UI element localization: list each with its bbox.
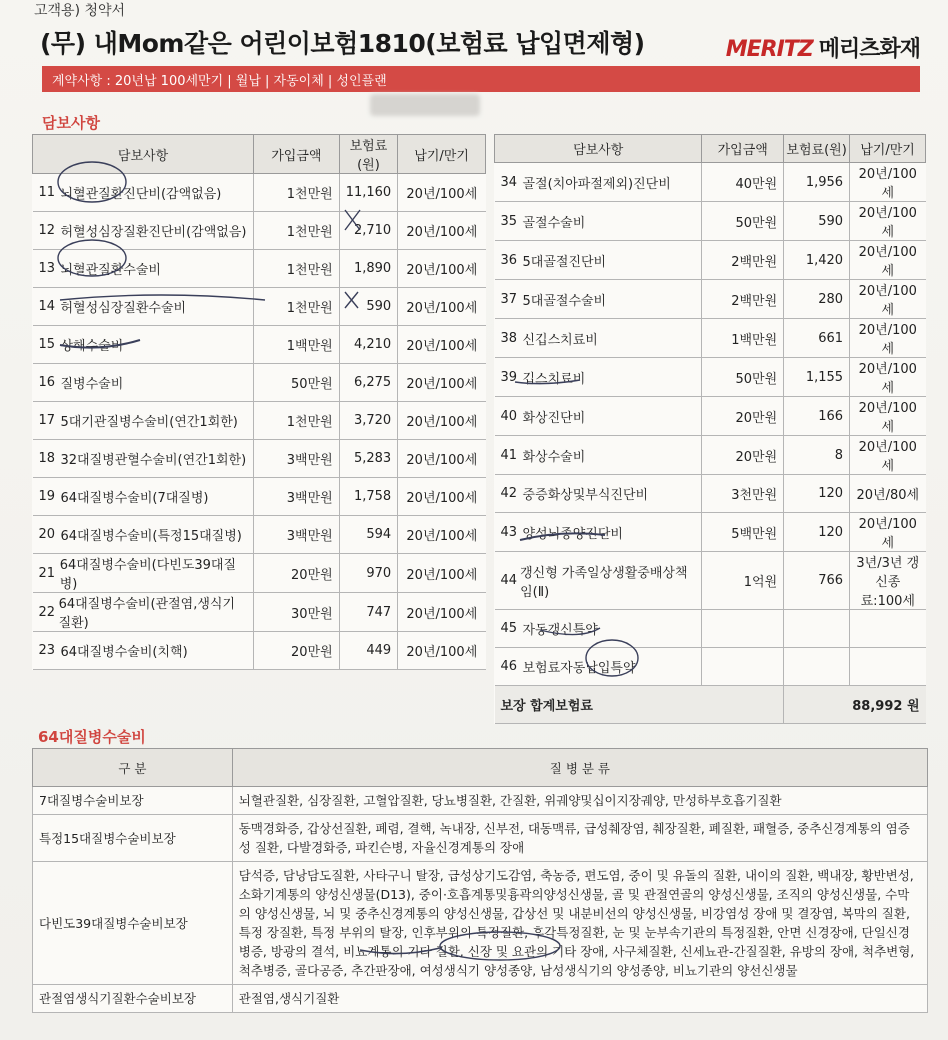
disease-row — [33, 815, 928, 862]
disease-classification: 동맥경화증, 갑상선질환, 폐렴, 결핵, 녹내장, 신부전, 대동맥류, 급성췌장염, 췌장질환, 폐질환, 패혈증, 중추신경계통의 염증성 질환, 다발경화증, 파킨슨병, 자율신경계통의 장애 — [232, 815, 927, 862]
redacted-area — [370, 94, 480, 116]
col-header-amount: 가입금액 — [254, 135, 340, 174]
coverage-name: 허혈성심장질환진단비(감액없음) — [60, 225, 247, 240]
coverage-amount: 40만원 — [702, 163, 784, 202]
coverage-premium: 1,420 — [784, 241, 850, 280]
coverage-name: 뇌혈관질환수술비 — [60, 263, 161, 278]
coverage-premium: 1,155 — [784, 358, 850, 397]
coverage-name-cell — [495, 280, 702, 319]
coverage-premium: 747 — [339, 593, 398, 632]
coverage-number: 38 — [500, 330, 518, 346]
coverage-amount — [702, 648, 784, 686]
coverage-name-cell — [495, 358, 702, 397]
coverage-term: 20년/100세 — [850, 163, 926, 202]
disease-classification: 뇌혈관질환, 심장질환, 고혈압질환, 당뇨병질환, 간질환, 위궤양및십이지장궤양, 만성하부호흡기질환 — [232, 787, 927, 815]
coverage-term: 20년/100세 — [850, 436, 926, 475]
col-header-premium: 보험료(원) — [339, 135, 398, 174]
coverage-name-cell — [33, 440, 254, 478]
coverage-row — [495, 513, 926, 552]
coverage-name-cell — [33, 326, 254, 364]
coverage-term — [850, 648, 926, 686]
coverage-number: 45 — [500, 621, 518, 636]
coverage-name: 화상수술비 — [522, 449, 586, 465]
coverage-amount: 3백만원 — [254, 516, 340, 554]
coverage-term: 20년/100세 — [398, 288, 486, 326]
coverage-premium: 590 — [784, 202, 850, 241]
coverage-name-cell — [33, 554, 254, 593]
coverage-term: 20년/100세 — [398, 174, 486, 212]
coverage-name-cell — [495, 475, 702, 513]
coverage-row — [495, 241, 926, 280]
logo-name: 메리츠화재 — [818, 37, 920, 62]
coverage-name: 신깁스치료비 — [522, 332, 598, 348]
coverage-number: 41 — [500, 447, 518, 463]
coverage-term: 20년/80세 — [850, 475, 926, 513]
coverage-amount: 20만원 — [254, 554, 340, 593]
coverage-amount — [702, 610, 784, 648]
coverage-header-row — [495, 135, 926, 163]
coverage-premium: 1,758 — [339, 478, 398, 516]
coverage-number: 16 — [38, 375, 56, 390]
coverage-name-cell — [33, 364, 254, 402]
coverage-term: 20년/100세 — [398, 554, 486, 593]
coverage-name: 64대질병수술비(특정15대질병) — [60, 529, 242, 544]
coverage-row — [33, 364, 486, 402]
coverage-number: 17 — [38, 413, 56, 428]
coverage-table-left — [32, 134, 486, 670]
coverage-name: 64대질병수술비(관절염,생식기질환) — [58, 597, 236, 631]
coverage-premium: 1,956 — [784, 163, 850, 202]
coverage-term: 3년/3년 갱신종료:100세 — [850, 552, 926, 610]
coverage-number: 36 — [500, 252, 518, 268]
coverage-name: 화상진단비 — [522, 410, 586, 426]
coverage-amount: 1백만원 — [702, 319, 784, 358]
coverage-number: 42 — [500, 486, 518, 501]
coverage-name: 5대기관질병수술비(연간1회한) — [60, 415, 238, 430]
coverage-amount: 1백만원 — [254, 326, 340, 364]
col-header-coverage: 담보사항 — [495, 135, 702, 163]
coverage-number: 23 — [38, 643, 56, 658]
coverage-number: 20 — [38, 527, 56, 542]
coverage-row — [33, 440, 486, 478]
disease-row — [33, 787, 928, 815]
coverage-row — [33, 250, 486, 288]
col-header-amount: 가입금액 — [702, 135, 784, 163]
coverage-term: 20년/100세 — [398, 516, 486, 554]
coverage-row — [33, 174, 486, 212]
coverage-name-cell — [495, 552, 702, 610]
coverage-number: 44 — [500, 573, 518, 588]
coverage-name-cell — [495, 513, 702, 552]
coverage-premium: 120 — [784, 513, 850, 552]
coverage-amount: 1천만원 — [254, 288, 340, 326]
company-logo — [726, 32, 920, 63]
product-title: (무) 내Mom같은 어린이보험1810(보험료 납입면제형) — [40, 29, 645, 58]
coverage-number: 12 — [38, 223, 56, 238]
disease-classification: 관절염,생식기질환 — [232, 985, 927, 1013]
disease-category: 특정15대질병수술비보장 — [33, 815, 233, 862]
coverage-amount: 50만원 — [702, 358, 784, 397]
coverage-amount: 2백만원 — [702, 241, 784, 280]
coverage-name: 보험료자동납입특약 — [522, 661, 636, 676]
coverage-amount: 3천만원 — [702, 475, 784, 513]
coverage-amount: 1천만원 — [254, 402, 340, 440]
coverage-premium: 6,275 — [339, 364, 398, 402]
coverage-row — [495, 610, 926, 648]
coverage-premium: 8 — [784, 436, 850, 475]
coverage-amount: 1천만원 — [254, 174, 340, 212]
coverage-number: 40 — [500, 408, 518, 424]
coverage-row — [33, 593, 486, 632]
coverage-premium: 2,710 — [339, 212, 398, 250]
coverage-term: 20년/100세 — [398, 326, 486, 364]
coverage-premium: 120 — [784, 475, 850, 513]
coverage-number: 35 — [500, 213, 518, 229]
coverage-term: 20년/100세 — [850, 202, 926, 241]
coverage-name: 5대골절수술비 — [522, 293, 607, 309]
coverage-premium: 594 — [339, 516, 398, 554]
disease-row — [33, 985, 928, 1013]
coverage-name-cell — [495, 202, 702, 241]
coverage-name-cell — [33, 478, 254, 516]
coverage-premium: 11,160 — [339, 174, 398, 212]
coverage-term: 20년/100세 — [398, 593, 486, 632]
logo-mark: MERITZ — [725, 37, 813, 62]
coverage-name-cell — [33, 212, 254, 250]
col-header-coverage: 담보사항 — [33, 135, 254, 174]
coverage-row — [495, 397, 926, 436]
coverage-premium: 5,283 — [339, 440, 398, 478]
coverage-amount: 50만원 — [702, 202, 784, 241]
doc-type-label: 고객용) 청약서 — [34, 3, 126, 19]
coverage-premium: 970 — [339, 554, 398, 593]
coverage-row — [495, 552, 926, 610]
coverage-name-cell — [33, 632, 254, 670]
disease-row — [33, 862, 928, 985]
coverage-amount: 3백만원 — [254, 440, 340, 478]
coverage-row — [495, 163, 926, 202]
coverage-amount: 1억원 — [702, 552, 784, 610]
col-header-classification: 질 병 분 류 — [232, 749, 927, 787]
coverage-number: 14 — [38, 299, 56, 314]
col-header-term: 납기/만기 — [850, 135, 926, 163]
coverage-row — [33, 288, 486, 326]
coverage-number: 18 — [38, 451, 56, 466]
coverage-term: 20년/100세 — [398, 440, 486, 478]
coverage-row — [495, 280, 926, 319]
coverage-name: 뇌혈관질환진단비(감액없음) — [60, 187, 222, 202]
coverage-header-row — [33, 135, 486, 174]
coverage-row — [33, 326, 486, 364]
coverage-term — [850, 610, 926, 648]
coverage-amount: 20만원 — [254, 632, 340, 670]
coverage-name: 질병수술비 — [60, 377, 124, 392]
coverage-row — [33, 402, 486, 440]
coverage-number: 34 — [500, 174, 518, 190]
coverage-name-cell — [33, 250, 254, 288]
coverage-number: 46 — [500, 659, 518, 674]
coverage-row — [495, 358, 926, 397]
coverage-row — [33, 212, 486, 250]
coverage-term: 20년/100세 — [850, 241, 926, 280]
coverage-premium: 166 — [784, 397, 850, 436]
disease-classification-table — [32, 748, 928, 1013]
coverage-row — [33, 554, 486, 593]
coverage-name: 상해수술비 — [60, 339, 124, 354]
coverage-row — [495, 648, 926, 686]
coverage-premium — [784, 648, 850, 686]
coverage-name: 32대질병관혈수술비(연간1회한) — [60, 453, 247, 468]
coverage-term: 20년/100세 — [850, 280, 926, 319]
disease-category: 관절염생식기질환수술비보장 — [33, 985, 233, 1013]
coverage-name: 64대질병수술비(치핵) — [60, 645, 188, 660]
coverage-name-cell — [33, 288, 254, 326]
coverage-row — [33, 478, 486, 516]
coverage-name-cell — [495, 397, 702, 436]
coverage-amount: 30만원 — [254, 593, 340, 632]
coverage-name: 갱신형 가족일상생활중배상책임(Ⅱ) — [520, 565, 688, 600]
coverage-number: 37 — [500, 291, 518, 307]
coverage-number: 21 — [38, 565, 56, 581]
coverage-name: 허혈성심장질환수술비 — [60, 301, 187, 316]
coverage-premium: 661 — [784, 319, 850, 358]
coverage-term: 20년/100세 — [398, 632, 486, 670]
coverage-premium — [784, 610, 850, 648]
coverage-name-cell — [495, 648, 702, 686]
coverage-name-cell — [33, 516, 254, 554]
total-premium-value: 88,992 원 — [784, 686, 926, 724]
coverage-premium: 4,210 — [339, 326, 398, 364]
coverage-term: 20년/100세 — [398, 364, 486, 402]
coverage-premium: 449 — [339, 632, 398, 670]
coverage-name: 중증화상및부식진단비 — [522, 488, 649, 503]
disease-header-row — [33, 749, 928, 787]
coverage-amount: 2백만원 — [702, 280, 784, 319]
coverage-name-cell — [33, 174, 254, 212]
coverage-row — [495, 475, 926, 513]
coverage-row — [33, 632, 486, 670]
coverage-section-title: 담보사항 — [42, 114, 100, 132]
coverage-premium: 766 — [784, 552, 850, 610]
coverage-term: 20년/100세 — [850, 397, 926, 436]
coverage-name: 깁스치료비 — [522, 371, 586, 387]
coverage-table-right — [494, 134, 926, 724]
coverage-term: 20년/100세 — [850, 319, 926, 358]
coverage-name-cell — [33, 402, 254, 440]
coverage-name: 골절수술비 — [522, 215, 586, 231]
coverage-row — [495, 202, 926, 241]
coverage-row — [33, 516, 486, 554]
coverage-name: 자동갱신특약 — [522, 623, 598, 638]
coverage-number: 15 — [38, 337, 56, 352]
coverage-name-cell — [495, 610, 702, 648]
coverage-name-cell — [495, 241, 702, 280]
coverage-row — [495, 436, 926, 475]
coverage-name-cell — [33, 593, 254, 632]
coverage-number: 22 — [38, 604, 56, 620]
coverage-amount: 1천만원 — [254, 250, 340, 288]
coverage-name: 64대질병수술비(7대질병) — [60, 491, 209, 506]
coverage-amount: 1천만원 — [254, 212, 340, 250]
coverage-premium: 3,720 — [339, 402, 398, 440]
col-header-category: 구 분 — [33, 749, 233, 787]
coverage-number: 39 — [500, 369, 518, 385]
coverage-premium: 1,890 — [339, 250, 398, 288]
coverage-term: 20년/100세 — [398, 250, 486, 288]
total-premium-row — [495, 686, 926, 724]
coverage-term: 20년/100세 — [850, 358, 926, 397]
coverage-amount: 20만원 — [702, 436, 784, 475]
disease-category: 7대질병수술비보장 — [33, 787, 233, 815]
coverage-term: 20년/100세 — [398, 402, 486, 440]
coverage-premium: 280 — [784, 280, 850, 319]
coverage-name-cell — [495, 436, 702, 475]
coverage-amount: 3백만원 — [254, 478, 340, 516]
coverage-name: 5대골절진단비 — [522, 254, 607, 270]
coverage-name-cell — [495, 319, 702, 358]
coverage-term: 20년/100세 — [398, 212, 486, 250]
col-header-term: 납기/만기 — [398, 135, 486, 174]
coverage-number: 11 — [38, 185, 56, 200]
coverage-term: 20년/100세 — [398, 478, 486, 516]
coverage-name: 64대질병수술비(다빈도39대질병) — [59, 558, 237, 592]
contract-info-bar: 계약사항 : 20년납 100세만기 | 월납 | 자동이체 | 성인플랜 — [42, 66, 920, 92]
coverage-amount: 50만원 — [254, 364, 340, 402]
coverage-amount: 5백만원 — [702, 513, 784, 552]
coverage-name: 골절(치아파절제외)진단비 — [522, 176, 671, 192]
coverage-premium: 590 — [339, 288, 398, 326]
col-header-premium: 보험료(원) — [784, 135, 850, 163]
coverage-number: 19 — [38, 489, 56, 504]
disease-category: 다빈도39대질병수술비보장 — [33, 862, 233, 985]
coverage-name: 양성뇌종양진단비 — [522, 526, 623, 542]
coverage-number: 13 — [38, 261, 56, 276]
coverage-amount: 20만원 — [702, 397, 784, 436]
coverage-row — [495, 319, 926, 358]
disease-classification: 담석증, 담낭담도질환, 사타구니 탈장, 급성상기도감염, 축농증, 편도염, 중이 및 유돌의 질환, 내이의 질환, 백내장, 황반변성, 소화기계통의 양성신생물(D13), 중이·호흡계통및흉곽의양성신생물, 골 및 관절연골의 양성신생물, 조직의 양성신생물, 수막의 양성신생물, 뇌 및 중추신경계통의 양성신생물, 갑상선 및 내분비선의 양성신생물, 비강염성 장애 및 결장염, 복막의 질환, 특정 장질환, 특정 부위의 탈장, 인후부위의 특정질환, 후각특정질환, 눈 및 눈부속기관의 특정질환, 안면 신경장애, 단일신경병증, 방광의 결석, 비뇨계통의 기타 질환, 신장 및 요관의 기타 장애, 사구체질환, 신세뇨관-간질질환, 유방의 장애, 척추변형, 척추병증, 골다공증, 추간판장애, 여성생식기 양성종양, 남성생식기의 양성종양, 비뇨기관의 양선신생물 — [232, 862, 927, 985]
total-premium-label: 보장 합계보험료 — [495, 686, 784, 724]
disease-section-title: 64대질병수술비 — [38, 728, 146, 746]
coverage-term: 20년/100세 — [850, 513, 926, 552]
coverage-number: 43 — [500, 524, 518, 540]
coverage-name-cell — [495, 163, 702, 202]
